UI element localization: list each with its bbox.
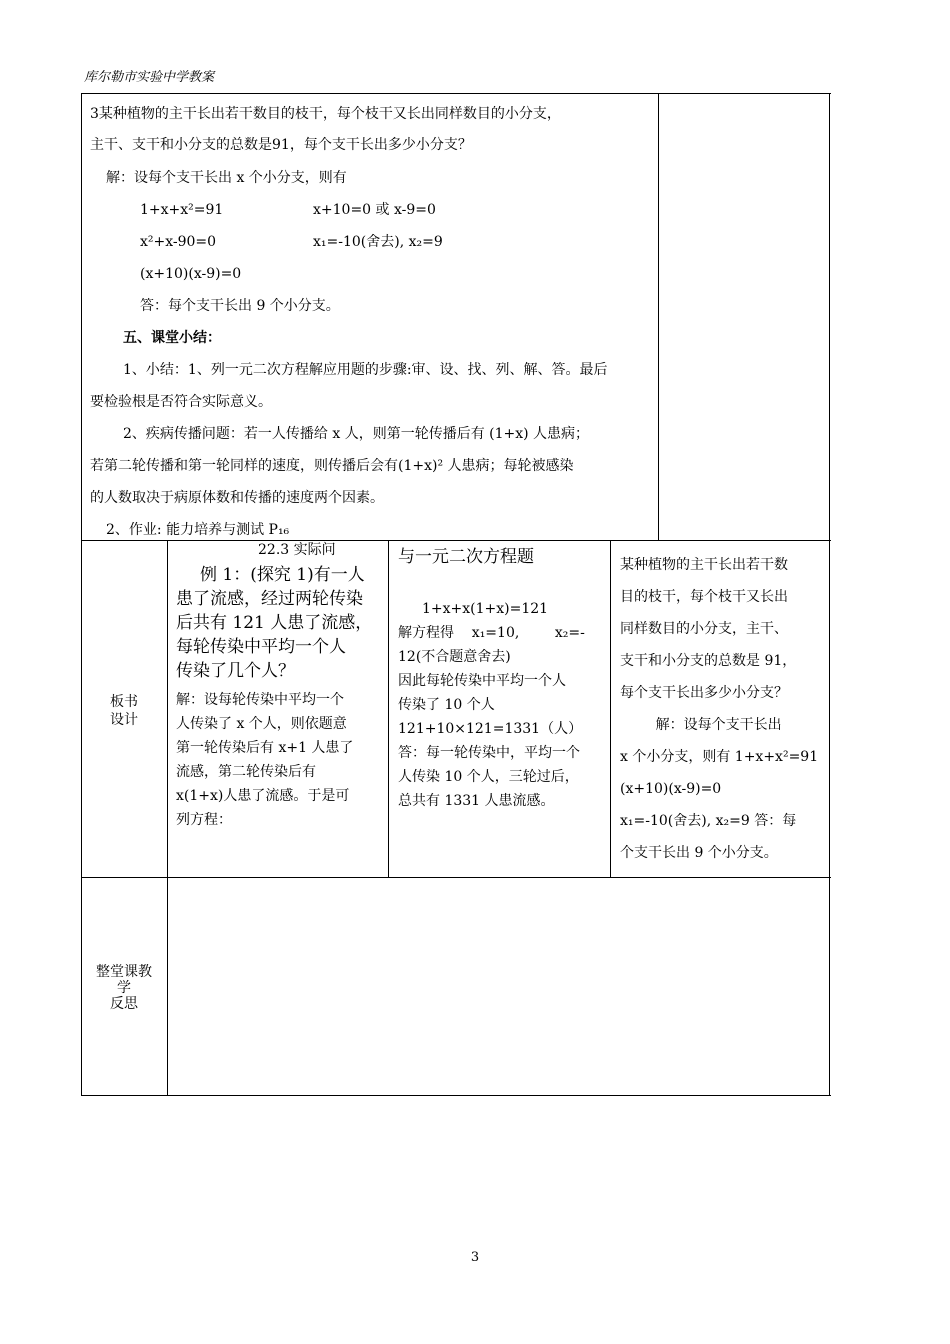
equation-right-2: x₁=-10(舍去), x₂=9 <box>313 234 443 250</box>
board-label-divider <box>167 540 168 1096</box>
col3-line: 同样数目的小分支，主干、 <box>620 621 788 637</box>
solution-line: 解：设每轮传染中平均一个 <box>176 692 344 708</box>
col2-line: 12(不合题意舍去) <box>398 649 511 665</box>
equation-left-3: (x+10)(x-9)=0 <box>140 266 242 282</box>
col2-line: 总共有 1331 人患流感。 <box>398 793 555 809</box>
col2-line: 121+10×121=1331（人） <box>398 721 583 737</box>
table-border-top <box>81 93 831 94</box>
col2-line: 因此每轮传染中平均一个人 <box>398 673 566 689</box>
page-number: 3 <box>470 1250 480 1265</box>
summary-2-line-3: 的人数取决于病原体数和传播的速度两个因素。 <box>90 490 384 506</box>
reflection-label-line-2: 学 <box>117 980 131 996</box>
main-col-divider <box>658 93 659 541</box>
problem-line-2: 主干、支干和小分支的总数是91，每个支干长出多少小分支？ <box>90 137 472 153</box>
col3-line: (x+10)(x-9)=0 <box>620 781 722 797</box>
summary-heading: 五、课堂小结： <box>123 330 221 346</box>
board-label-line-2: 设计 <box>110 712 138 728</box>
col3-line: 个支干长出 9 个小分支。 <box>620 845 778 861</box>
col2-line: 人传染 10 个人，三轮过后， <box>398 769 579 785</box>
col2-line: 1+x+x(1+x)=121 <box>422 601 549 617</box>
board-row-top <box>81 540 831 541</box>
reflection-label-line-1: 整堂课教 <box>96 964 152 980</box>
col3-line: 每个支干长出多少小分支？ <box>620 685 788 701</box>
table-border-right <box>829 93 830 1096</box>
problem-line-1: 3某种植物的主干长出若干数目的枝干，每个枝干又长出同样数目的小分支， <box>90 106 561 122</box>
board-label-line-1: 板书 <box>110 694 138 710</box>
example-line: 后共有 121 人患了流感， <box>176 613 373 633</box>
equation-left-2: x²+x-90=0 <box>140 234 217 250</box>
equation-right-1: x+10=0 或 x-9=0 <box>313 202 436 218</box>
solution-line: 列方程： <box>176 812 232 828</box>
summary-2-line-1: 2、疾病传播问题：若一人传播给 x 人，则第一轮传播后有 (1+x) 人患病； <box>123 426 590 442</box>
solution-intro: 解：设每个支干长出 x 个小分支，则有 <box>106 170 347 186</box>
example-line: 患了流感，经过两轮传染 <box>176 589 363 609</box>
equation-left-1: 1+x+x²=91 <box>140 202 224 218</box>
example-line: 每轮传染中平均一个人 <box>176 637 346 657</box>
board-col2-divider <box>610 540 611 878</box>
solution-line: 人传染了 x 个人，则依题意 <box>176 716 347 732</box>
col3-line: 目的枝干，每个枝干又长出 <box>620 589 788 605</box>
answer: 答：每个支干长出 9 个小分支。 <box>140 298 340 314</box>
solution-line: 第一轮传染后有 x+1 人患了 <box>176 740 354 756</box>
col2-line: 传染了 10 个人 <box>398 697 495 713</box>
col2-line: 答：每一轮传染中，平均一个 <box>398 745 580 761</box>
table-border-left-top <box>81 93 82 1096</box>
summary-1-line-1: 1、小结：1、列一元二次方程解应用题的步骤:审、设、找、列、解、答。最后 <box>123 362 608 378</box>
board-col1-divider <box>388 540 389 878</box>
board-col1-solution <box>176 688 384 832</box>
col3-line: 某种植物的主干长出若干数 <box>620 557 788 573</box>
summary-1-line-2: 要检验根是否符合实际意义。 <box>90 394 272 410</box>
board-col1-example <box>176 563 384 683</box>
col2-line: 解方程得 x₁=10, x₂=- <box>398 625 585 641</box>
board-col2-title: 与一元二次方程题 <box>398 547 534 567</box>
col3-line: 支干和小分支的总数是 91， <box>620 653 797 669</box>
col3-line: 解：设每个支干长出 <box>620 717 782 733</box>
board-col3-content <box>620 549 826 869</box>
col3-line: x₁=-10(舍去), x₂=9 答：每 <box>620 813 797 829</box>
summary-2-line-2: 若第二轮传播和第一轮同样的速度，则传播后会有(1+x)² 人患病；每轮被感染 <box>90 458 574 474</box>
homework: 2、作业: 能力培养与测试 P₁₆ <box>106 522 290 538</box>
example-line: 传染了几个人？ <box>176 661 295 681</box>
board-col1-title: 22.3 实际问 <box>258 542 336 558</box>
board-col2-content <box>398 597 606 813</box>
example-line: 例 1：(探究 1)有一人 <box>200 565 365 585</box>
reflection-row-top <box>81 877 831 878</box>
header-school: 库尔勒市实验中学教案 <box>84 70 215 85</box>
table-border-bottom <box>81 1095 831 1096</box>
solution-line: x(1+x)人患了流感。于是可 <box>176 788 350 804</box>
reflection-label-line-3: 反思 <box>110 996 138 1012</box>
col3-line: x 个小分支，则有 1+x+x²=91 <box>620 749 819 765</box>
solution-line: 流感，第二轮传染后有 <box>176 764 316 780</box>
